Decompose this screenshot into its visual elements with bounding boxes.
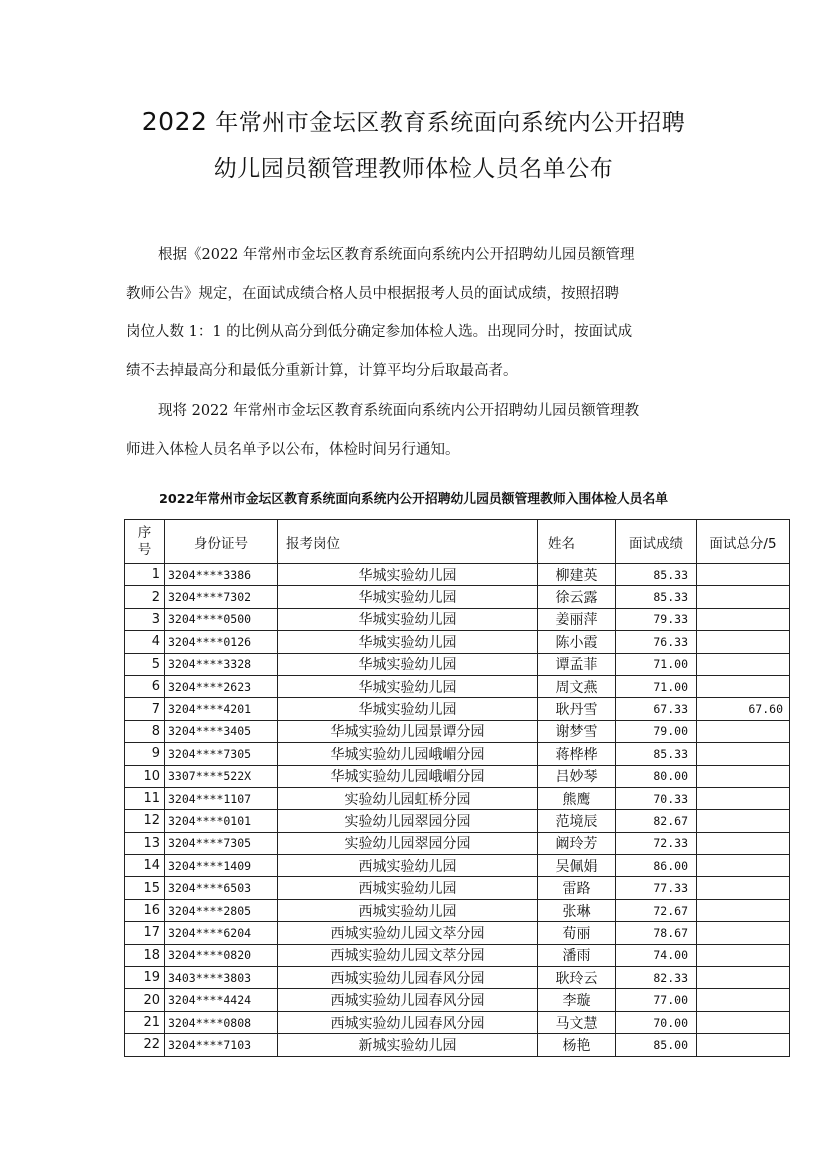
row-position: 实验幼儿园翠园分园 xyxy=(278,810,538,832)
row-position: 西城实验幼儿园 xyxy=(278,899,538,921)
row-id-number: 3204****1409 xyxy=(165,855,278,877)
row-id-number: 3204****7302 xyxy=(165,586,278,608)
row-position: 西城实验幼儿园春风分园 xyxy=(278,989,538,1011)
row-total-score xyxy=(697,810,790,832)
row-interview-score: 76.33 xyxy=(616,631,697,653)
row-interview-score: 72.67 xyxy=(616,899,697,921)
row-total-score xyxy=(697,944,790,966)
row-index: 7 xyxy=(125,698,165,720)
row-index: 1 xyxy=(125,564,165,586)
row-index: 19 xyxy=(125,967,165,989)
row-position: 华城实验幼儿园 xyxy=(278,698,538,720)
row-position: 西城实验幼儿园 xyxy=(278,877,538,899)
row-id-number: 3403****3803 xyxy=(165,967,278,989)
row-interview-score: 78.67 xyxy=(616,922,697,944)
row-index: 14 xyxy=(125,855,165,877)
row-name: 徐云露 xyxy=(538,586,616,608)
row-interview-score: 74.00 xyxy=(616,944,697,966)
title-year: 2022 xyxy=(141,107,208,136)
row-total-score xyxy=(697,765,790,787)
row-index: 6 xyxy=(125,675,165,697)
table-row xyxy=(125,899,790,921)
table-row xyxy=(125,922,790,944)
row-total-score xyxy=(697,832,790,854)
row-id-number: 3204****0808 xyxy=(165,1011,278,1033)
row-interview-score: 85.00 xyxy=(616,1034,697,1056)
table-row xyxy=(125,653,790,675)
row-position: 华城实验幼儿园 xyxy=(278,675,538,697)
row-name: 潘雨 xyxy=(538,944,616,966)
row-name: 吴佩娟 xyxy=(538,855,616,877)
row-name: 谭孟菲 xyxy=(538,653,616,675)
row-total-score xyxy=(697,564,790,586)
paragraph-line: 教师公告》规定，在面试成绩合格人员中根据报考人员的面试成绩，按照招聘 xyxy=(126,285,619,302)
paragraph-line: 岗位人数 1：1 的比例从高分到低分确定参加体检人选。出现同分时，按面试成 xyxy=(126,324,633,340)
row-index: 12 xyxy=(125,810,165,832)
table-row xyxy=(125,720,790,742)
row-total-score xyxy=(697,631,790,653)
document-title-line2: 幼儿园员额管理教师体检人员名单公布 xyxy=(213,156,614,182)
table-row xyxy=(125,675,790,697)
row-index: 18 xyxy=(125,944,165,966)
row-position: 实验幼儿园虹桥分园 xyxy=(278,787,538,809)
row-index: 4 xyxy=(125,631,165,653)
paragraph-announcement xyxy=(126,392,706,469)
row-name: 谢梦雪 xyxy=(538,720,616,742)
row-name: 耿丹雪 xyxy=(538,698,616,720)
table-header-row xyxy=(125,520,790,564)
row-name: 陈小霞 xyxy=(538,631,616,653)
row-index: 8 xyxy=(125,720,165,742)
row-index: 2 xyxy=(125,586,165,608)
row-index: 21 xyxy=(125,1011,165,1033)
row-interview-score: 79.00 xyxy=(616,720,697,742)
row-total-score xyxy=(697,855,790,877)
paragraph-rules xyxy=(126,236,706,390)
row-index: 11 xyxy=(125,787,165,809)
row-interview-score: 70.33 xyxy=(616,787,697,809)
title-line1-text: 年常州市金坛区教育系统面向系统内公开招聘 xyxy=(215,110,686,136)
table-row xyxy=(125,877,790,899)
row-index: 3 xyxy=(125,608,165,630)
table-row xyxy=(125,698,790,720)
paragraph-line: 现将 2022 年常州市金坛区教育系统面向系统内公开招聘幼儿园员额管理教 xyxy=(158,403,640,419)
table-row xyxy=(125,608,790,630)
row-interview-score: 67.33 xyxy=(616,698,697,720)
row-position: 西城实验幼儿园 xyxy=(278,855,538,877)
row-id-number: 3307****522X xyxy=(165,765,278,787)
table-row xyxy=(125,586,790,608)
table-row xyxy=(125,564,790,586)
row-interview-score: 85.33 xyxy=(616,743,697,765)
row-total-score xyxy=(697,743,790,765)
table-row xyxy=(125,944,790,966)
table-body xyxy=(125,564,790,1057)
row-id-number: 3204****6503 xyxy=(165,877,278,899)
document-title-line1 xyxy=(0,104,827,137)
row-position: 华城实验幼儿园峨嵋分园 xyxy=(278,765,538,787)
row-total-score xyxy=(697,877,790,899)
table-row xyxy=(125,631,790,653)
row-name: 周文燕 xyxy=(538,675,616,697)
row-id-number: 3204****0820 xyxy=(165,944,278,966)
row-name: 蒋桦桦 xyxy=(538,743,616,765)
row-interview-score: 85.33 xyxy=(616,586,697,608)
row-total-score xyxy=(697,989,790,1011)
row-id-number: 3204****0500 xyxy=(165,608,278,630)
row-position: 华城实验幼儿园 xyxy=(278,653,538,675)
row-name: 柳建英 xyxy=(538,564,616,586)
row-position: 华城实验幼儿园峨嵋分园 xyxy=(278,743,538,765)
row-name: 李璇 xyxy=(538,989,616,1011)
row-interview-score: 82.33 xyxy=(616,967,697,989)
row-total-score xyxy=(697,787,790,809)
row-id-number: 3204****3328 xyxy=(165,653,278,675)
row-id-number: 3204****4201 xyxy=(165,698,278,720)
row-interview-score: 86.00 xyxy=(616,855,697,877)
row-id-number: 3204****0101 xyxy=(165,810,278,832)
table-row xyxy=(125,743,790,765)
paragraph-line: 绩不去掉最高分和最低分重新计算，计算平均分后取最高者。 xyxy=(126,362,518,379)
header-interview-score: 面试成绩 xyxy=(616,520,697,564)
row-position: 西城实验幼儿园春风分园 xyxy=(278,967,538,989)
row-total-score xyxy=(697,720,790,742)
row-name: 熊鹰 xyxy=(538,787,616,809)
row-id-number: 3204****4424 xyxy=(165,989,278,1011)
table-row xyxy=(125,1011,790,1033)
row-index: 5 xyxy=(125,653,165,675)
row-total-score xyxy=(697,1034,790,1056)
row-total-score xyxy=(697,967,790,989)
row-id-number: 3204****2805 xyxy=(165,899,278,921)
row-position: 西城实验幼儿园春风分园 xyxy=(278,1011,538,1033)
row-position: 华城实验幼儿园 xyxy=(278,631,538,653)
row-position: 实验幼儿园翠园分园 xyxy=(278,832,538,854)
row-interview-score: 77.00 xyxy=(616,989,697,1011)
header-index: 序 号 xyxy=(125,520,165,564)
row-index: 15 xyxy=(125,877,165,899)
row-id-number: 3204****7103 xyxy=(165,1034,278,1056)
row-total-score xyxy=(697,899,790,921)
row-name: 马文慧 xyxy=(538,1011,616,1033)
row-index: 13 xyxy=(125,832,165,854)
row-id-number: 3204****3405 xyxy=(165,720,278,742)
table-row xyxy=(125,810,790,832)
row-index: 22 xyxy=(125,1034,165,1056)
header-position: 报考岗位 xyxy=(278,520,538,564)
row-id-number: 3204****7305 xyxy=(165,743,278,765)
row-interview-score: 71.00 xyxy=(616,675,697,697)
row-name: 范境辰 xyxy=(538,810,616,832)
row-position: 华城实验幼儿园 xyxy=(278,586,538,608)
header-id-number: 身份证号 xyxy=(165,520,278,564)
table-title: 2022年常州市金坛区教育系统面向系统内公开招聘幼儿园员额管理教师入围体检人员名单 xyxy=(158,492,669,507)
row-interview-score: 80.00 xyxy=(616,765,697,787)
row-name: 吕妙琴 xyxy=(538,765,616,787)
row-interview-score: 82.67 xyxy=(616,810,697,832)
table-row xyxy=(125,1034,790,1056)
candidates-table xyxy=(124,519,790,1057)
table-row xyxy=(125,989,790,1011)
row-position: 华城实验幼儿园 xyxy=(278,608,538,630)
paragraph-line: 根据《2022 年常州市金坛区教育系统面向系统内公开招聘幼儿园员额管理 xyxy=(158,247,635,263)
row-id-number: 3204****0126 xyxy=(165,631,278,653)
table-row xyxy=(125,765,790,787)
row-index: 16 xyxy=(125,899,165,921)
row-total-score xyxy=(697,922,790,944)
row-index: 20 xyxy=(125,989,165,1011)
row-position: 新城实验幼儿园 xyxy=(278,1034,538,1056)
row-id-number: 3204****3386 xyxy=(165,564,278,586)
row-total-score xyxy=(697,1011,790,1033)
row-name: 张琳 xyxy=(538,899,616,921)
row-name: 雷路 xyxy=(538,877,616,899)
row-position: 西城实验幼儿园文萃分园 xyxy=(278,944,538,966)
row-id-number: 3204****6204 xyxy=(165,922,278,944)
row-total-score xyxy=(697,675,790,697)
header-name: 姓名 xyxy=(538,520,616,564)
row-total-score xyxy=(697,653,790,675)
table-row xyxy=(125,832,790,854)
row-total-score xyxy=(697,586,790,608)
row-id-number: 3204****1107 xyxy=(165,787,278,809)
row-name: 姜丽萍 xyxy=(538,608,616,630)
row-name: 杨艳 xyxy=(538,1034,616,1056)
row-total-score: 67.60 xyxy=(697,698,790,720)
table-row xyxy=(125,787,790,809)
row-id-number: 3204****2623 xyxy=(165,675,278,697)
row-total-score xyxy=(697,608,790,630)
row-name: 耿玲云 xyxy=(538,967,616,989)
row-interview-score: 77.33 xyxy=(616,877,697,899)
row-interview-score: 79.33 xyxy=(616,608,697,630)
row-position: 西城实验幼儿园文萃分园 xyxy=(278,922,538,944)
table-row xyxy=(125,967,790,989)
header-total-score: 面试总分/5 xyxy=(697,520,790,564)
row-name: 阚玲芳 xyxy=(538,832,616,854)
row-interview-score: 72.33 xyxy=(616,832,697,854)
row-interview-score: 70.00 xyxy=(616,1011,697,1033)
row-position: 华城实验幼儿园 xyxy=(278,564,538,586)
row-position: 华城实验幼儿园景谭分园 xyxy=(278,720,538,742)
row-index: 9 xyxy=(125,743,165,765)
paragraph-line: 师进入体检人员名单予以公布，体检时间另行通知。 xyxy=(126,441,460,458)
row-id-number: 3204****7305 xyxy=(165,832,278,854)
row-index: 17 xyxy=(125,922,165,944)
row-interview-score: 71.00 xyxy=(616,653,697,675)
row-index: 10 xyxy=(125,765,165,787)
row-name: 荀丽 xyxy=(538,922,616,944)
table-row xyxy=(125,855,790,877)
row-interview-score: 85.33 xyxy=(616,564,697,586)
